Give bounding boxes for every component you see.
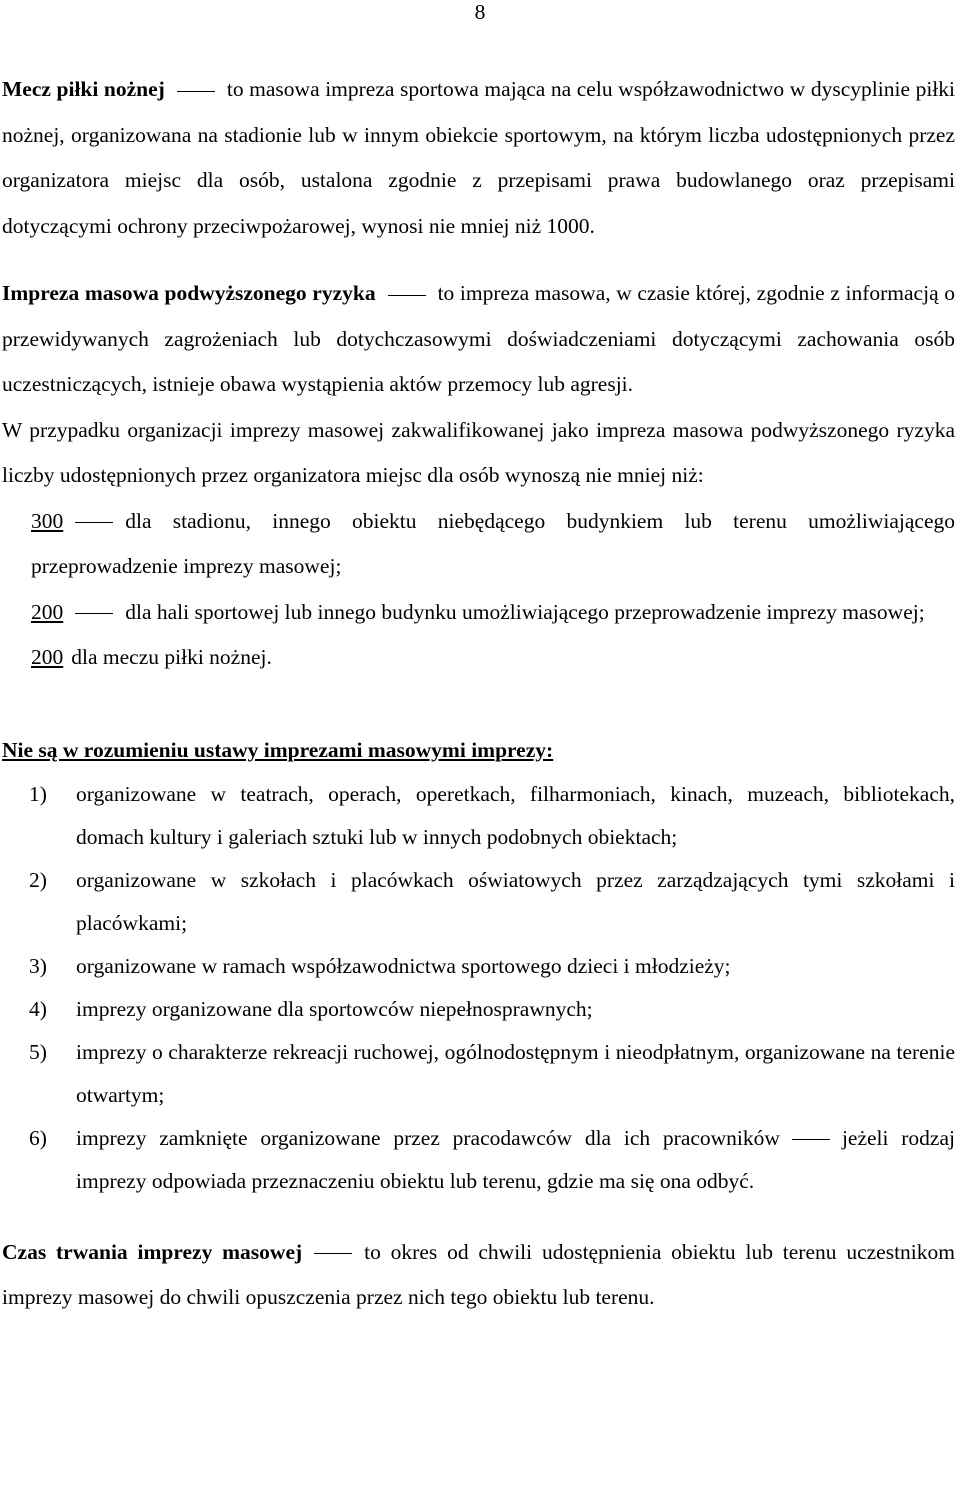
definition-czas-text: to okres od chwili udostępnienia obiektu lub terenu uczestnikom imprezy masowej do chwili opuszczenia przez nich tego obiektu lub terenu. — [2, 1239, 955, 1309]
dash — [382, 295, 432, 296]
list-item-text: organizowane w ramach współzawodnictwa sportowego dzieci i młodzieży; — [76, 953, 731, 978]
definition-podwyzszone — [2, 271, 955, 408]
list-item — [2, 859, 955, 945]
limit-number: 300 — [31, 508, 64, 533]
term-mecz: Mecz piłki nożnej — [2, 77, 165, 101]
list-item — [2, 988, 955, 1031]
dash — [69, 613, 119, 614]
list-item-text: imprezy o charakterze rekreacji ruchowej, ogólnodostępnym i nieodpłatnym, organizowane na terenie otwartym; — [76, 1039, 955, 1107]
limit-item — [2, 499, 955, 590]
exclusions-heading: Nie są w rozumieniu ustawy imprezami masowymi imprezy: — [2, 737, 554, 762]
term-czas: Czas trwania imprezy masowej — [2, 1239, 303, 1264]
list-item — [2, 773, 955, 859]
limit-text: dla meczu piłki nożnej. — [71, 645, 272, 669]
dash — [171, 91, 221, 92]
definition-mecz-text: to masowa impreza sportowa mająca na celu współzawodnictwo w dyscyplinie piłki nożnej, organizowana na stadionie lub w innym obiekcie sportowym, na którym liczba udostępnionych przez organizatora miejsc dla osób, ustalona zgodnie z przepisami prawa budowlanego oraz przepisami dotyczącymi ochrony przeciwpożarowej, wynosi nie mniej niż 1000. — [2, 77, 955, 238]
list-item — [2, 945, 955, 988]
list-item-number: 6) — [29, 1125, 47, 1150]
definition-podwyzszone-text: to impreza masowa, w czasie której, zgodnie z informacją o przewidywanych zagrożeniach lub dotychczasowymi doświadczeniami dotyczącymi zachowania osób uczestniczących, istnieje obawa wystąpienia aktów przemocy lub agresji. — [2, 281, 955, 396]
list-item-number: 3) — [29, 953, 47, 978]
dash — [69, 522, 119, 523]
definition-mecz — [2, 67, 955, 249]
list-item-text: imprezy organizowane dla sportowców niepełnosprawnych; — [76, 996, 593, 1021]
document-body — [2, 67, 955, 1320]
limit-text: dla stadionu, innego obiektu niebędącego budynkiem lub terenu umożliwiającego przeprowadzenie imprezy masowej; — [31, 508, 955, 578]
list-item-text: organizowane w teatrach, operach, operetkach, filharmoniach, kinach, muzeach, bibliotekach, domach kultury i galeriach sztuki lub w innych podobnych obiektach; — [76, 781, 955, 849]
list-item-number: 2) — [29, 867, 47, 892]
list-item — [2, 1117, 955, 1203]
list-item-text: organizowane w szkołach i placówkach oświatowych przez zarządzających tymi szkołami i placówkami; — [76, 867, 955, 935]
page-number: 8 — [474, 0, 486, 24]
definition-przypadek: W przypadku organizacji imprezy masowej zakwalifikowanej jako impreza masowa podwyższonego ryzyka liczby udostępnionych przez organizatora miejsc dla osób wynoszą nie mniej niż: — [2, 417, 955, 487]
exclusions-list — [2, 773, 955, 1203]
limit-text: dla hali sportowej lub innego budynku umożliwiającego przeprowadzenie imprezy masowej; — [125, 599, 925, 624]
limit-item — [2, 635, 955, 681]
list-item-number: 4) — [29, 996, 47, 1021]
definition-czas — [2, 1230, 955, 1320]
term-podwyzszone: Impreza masowa podwyższonego ryzyka — [2, 281, 376, 305]
list-item-number: 5) — [29, 1039, 47, 1064]
list-item-number: 1) — [29, 781, 47, 806]
limit-number: 200 — [31, 599, 64, 624]
dash — [308, 1253, 358, 1254]
list-item-text: imprezy zamknięte organizowane przez pracodawców dla ich pracowników — [76, 1125, 780, 1150]
limit-number: 200 — [31, 645, 64, 669]
dash — [786, 1139, 836, 1140]
limit-item — [2, 590, 955, 636]
list-item-text-continued: jeżeli rodzaj imprezy odpowiada przeznaczeniu obiektu lub terenu, gdzie ma się ona odbyć. — [76, 1125, 955, 1193]
list-item — [2, 1031, 955, 1117]
